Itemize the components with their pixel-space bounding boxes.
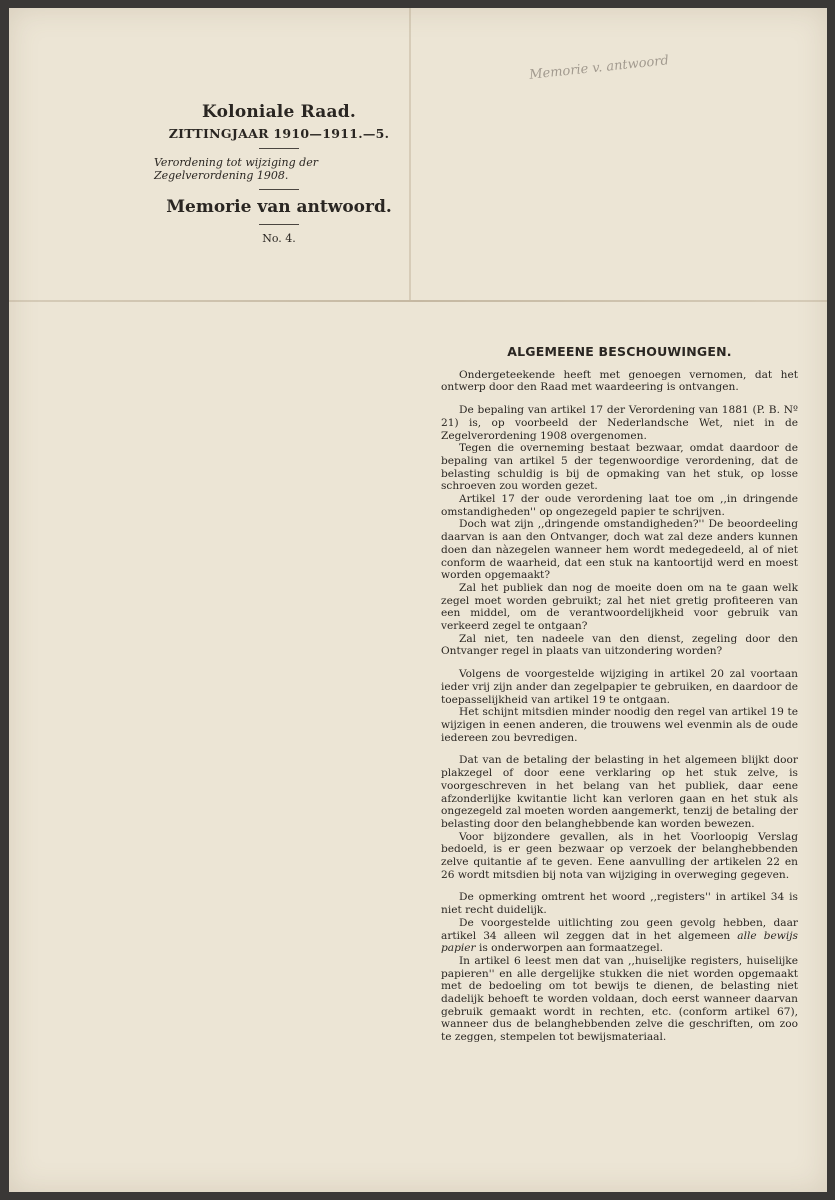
paragraph: Voor bijzondere gevallen, als in het Voorloopig Verslag bedoeld, is er geen bezwaar op verzoek der belanghebbenden zelve quitantie af te geven. Eene aanvulling der artikelen 22 en 26 wordt mitsdien bij nota van wijziging in overweging gegeven. [441, 830, 798, 881]
document-number: No. 4. [262, 232, 296, 245]
paragraph: Artikel 17 der oude verordening laat toe om ,,in dringende omstandigheden'' op ongezegeld papier te schrijven. [441, 493, 798, 518]
divider [259, 148, 299, 149]
divider [259, 189, 299, 190]
paragraph: Doch wat zijn ,,dringende omstandigheden?'' De beoordeeling daarvan is aan den Ontvanger, doch wat zal deze anders kunnen doen dan nàzegelen wanneer hem wordt medegedeeld, al of niet conform de waarheid, dat een stuk na kantoortijd werd en moest worden opgemaakt? [441, 518, 798, 582]
divider [259, 224, 299, 225]
fold-line-horizontal [9, 300, 827, 302]
paragraph: Zal het publiek dan nog de moeite doen om na te gaan welk zegel moet worden gebruikt; zal het niet gretig profiteeren van een middel, om de verantwoordelijkheid voor gebruik van verkeerd zegel te ontgaan? [441, 581, 798, 633]
body-column [441, 346, 798, 1044]
paragraph [441, 917, 798, 955]
memo-title: Memorie van antwoord. [166, 197, 392, 217]
paragraph-text: is onderworpen aan formaatzegel. [475, 942, 664, 955]
document-header [144, 102, 414, 245]
paragraph: De opmerking omtrent het woord ,,registers'' in artikel 34 is niet recht duidelijk. [441, 891, 798, 917]
document-page [9, 8, 827, 1192]
emphasis-text: alle bewijs papier [441, 929, 798, 955]
paragraph: Volgens de voorgestelde wijziging in artikel 20 zal voortaan ieder vrij zijn ander dan zegelpapier te gebruiken, en daardoor de toepasselijkheid van artikel 19 te ontgaan. [441, 668, 798, 706]
paragraph: In artikel 6 leest men dat van ,,huiselijke registers, huiselijke papieren'' en alle dergelijke stukken die niet worden opgemaakt met de bedoeling om tot bewijs te dienen, de belasting niet dadelijk behoeft te worden voldaan, doch eerst wanneer daarvan gebruik gemaakt wordt in rechten, etc. (conform artikel 67), wanneer dus de belanghebbenden zelve die geschriften, om zoo te zeggen, stempelen tot bewijsmateriaal. [441, 954, 798, 1044]
paragraph: Tegen die overneming bestaat bezwaar, omdat daardoor de bepaling van artikel 5 der tegenwoordige verordening, dat de belasting schuldig is bij de opmaking van het stuk, op losse schroeven zou worden gezet. [441, 442, 798, 493]
handwritten-note: Memorie v. antwoord [528, 53, 670, 83]
paragraph-text: De voorgestelde uitlichting zou geen gevolg hebben, daar artikel 34 alleen wil zeggen dat in het algemeen [441, 916, 798, 942]
section-heading: ALGEMEENE BESCHOUWINGEN. [507, 344, 732, 359]
paragraph: Ondergeteekende heeft met genoegen vernomen, dat het ontwerp door den Raad met waardeering is ontvangen. [441, 368, 798, 394]
paragraph: De bepaling van artikel 17 der Verordening van 1881 (P. B. Nº 21) is, op voorbeeld der Nederlandsche Wet, niet in de Zegelverordening 1908 overgenomen. [441, 404, 798, 442]
council-title: Koloniale Raad. [202, 102, 356, 122]
paragraph: Het schijnt mitsdien minder noodig den regel van artikel 19 te wijzigen in eenen anderen, die trouwens wel evenmin als de oude iedereen zou bevredigen. [441, 706, 798, 744]
subject-line: Verordening tot wijziging der Zegelverordening 1908. [154, 156, 318, 182]
session-year: ZITTINGJAAR 1910—1911.—5. [168, 126, 390, 141]
paragraph: Dat van de betaling der belasting in het algemeen blijkt door plakzegel of door eene verklaring op het stuk zelve, is voorgeschreven in het belang van het publiek, daar eene afzonderlijke kwitantie licht kan verloren gaan en het stuk als ongezegeld zal moeten worden aangemerkt, tenzij de betaling der belasting door den belanghebbende kan worden bewezen. [441, 754, 798, 830]
paragraph: Zal niet, ten nadeele van den dienst, zegeling door den Ontvanger regel in plaats van uitzondering worden? [441, 632, 798, 658]
